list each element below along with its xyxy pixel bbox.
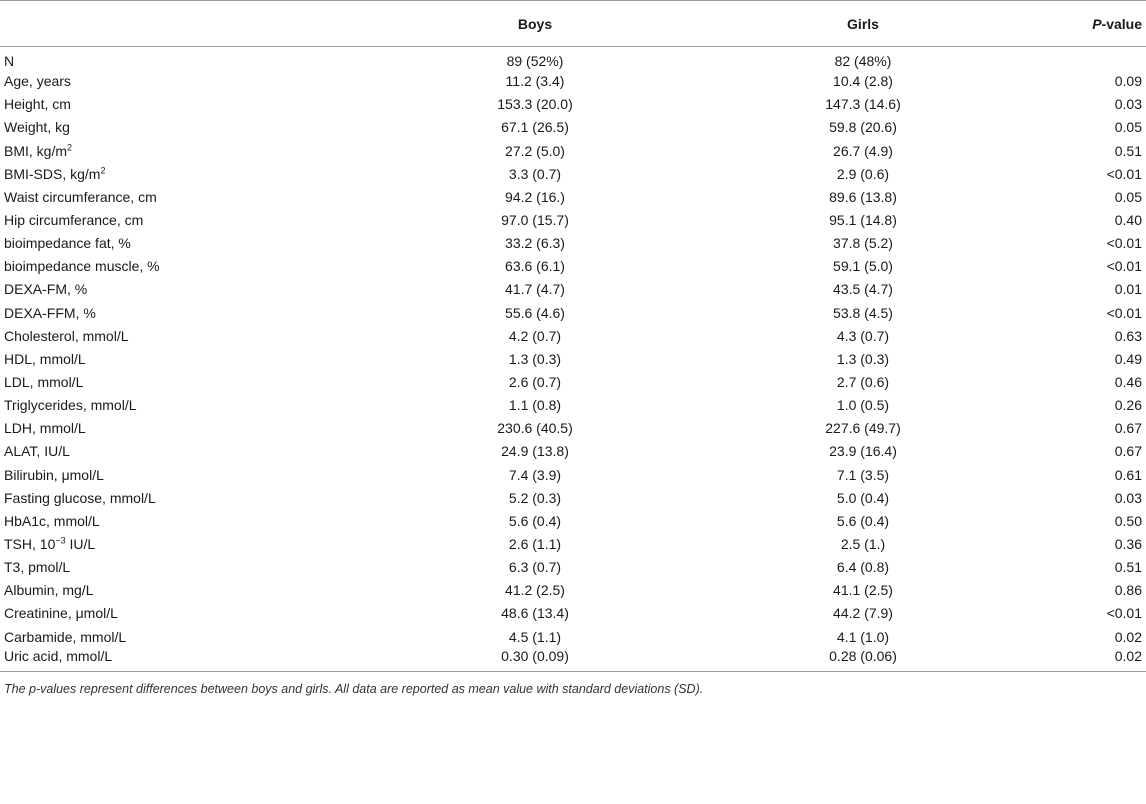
cell-p-value: 0.51 [1114, 559, 1142, 576]
cell-p-value: 0.49 [1114, 350, 1142, 367]
cell-girls: 2.5 (1.) [840, 536, 886, 553]
table-row [0, 70, 1146, 93]
cell-p-value: 0.03 [1114, 96, 1142, 113]
table-row [0, 278, 1146, 301]
cell-p-value: <0.01 [1106, 605, 1142, 622]
row-label-text: N [4, 53, 15, 70]
cell-girls: 0.28 (0.06) [670, 648, 1010, 671]
cell-girls: 10.4 (2.8) [833, 73, 893, 90]
row-label-text: Carbamide, mmol/L [4, 628, 127, 645]
cell-boys: 24.9 (13.8) [501, 443, 569, 460]
table-row [0, 185, 1146, 208]
row-label [0, 116, 330, 139]
row-label-text: HbA1c, mmol/L [4, 512, 100, 529]
cell-girls: 2.9 (0.6) [836, 165, 890, 182]
table-row [0, 602, 1146, 625]
cell-boys: 97.0 (15.7) [501, 212, 569, 229]
row-label [0, 278, 330, 301]
table-row [0, 301, 1146, 324]
cell-p-value: 0.36 [1114, 536, 1142, 553]
row-label-text: BMI, kg/m [4, 142, 68, 159]
cell-girls: 41.1 (2.5) [833, 582, 893, 599]
row-label-text: Fasting glucose, mmol/L [4, 489, 156, 506]
cell-boys: 94.2 (16.) [505, 188, 565, 205]
cell-girls: 2.7 (0.6) [836, 374, 890, 391]
table-row [0, 347, 1146, 370]
cell-p-value: <0.01 [1106, 304, 1142, 321]
cell-boys: 63.6 (6.1) [505, 258, 565, 275]
row-label [0, 255, 330, 278]
cell-p-value: 0.51 [1114, 142, 1142, 159]
header-p-value [1010, 1, 1146, 47]
row-label-text: Hip circumferance, cm [4, 212, 144, 229]
cell-girls: 59.8 (20.6) [829, 119, 897, 136]
cell-boys: 41.2 (2.5) [505, 582, 565, 599]
cell-boys: 0.30 (0.09) [330, 648, 670, 671]
cell-girls: 4.3 (0.7) [836, 327, 890, 344]
table-row [0, 324, 1146, 347]
cell-girls: 53.8 (4.5) [833, 304, 893, 321]
cell-girls: 44.2 (7.9) [833, 605, 893, 622]
cell-girls: 23.9 (16.4) [829, 443, 897, 460]
cell-girls: 95.1 (14.8) [829, 212, 897, 229]
cell-boys: 7.4 (3.9) [508, 466, 562, 483]
table-row [0, 440, 1146, 463]
row-label-text: Cholesterol, mmol/L [4, 327, 129, 344]
cell-boys: 2.6 (0.7) [508, 374, 562, 391]
row-label-text: LDH, mmol/L [4, 420, 86, 437]
cell-boys: 1.3 (0.3) [508, 350, 562, 367]
cell-girls: 5.6 (0.4) [836, 512, 890, 529]
row-label [0, 579, 330, 602]
cell-girls: 6.4 (0.8) [836, 559, 890, 576]
row-label [0, 486, 330, 509]
table-row [0, 162, 1146, 185]
cell-girls: 5.0 (0.4) [836, 489, 890, 506]
table-row [0, 208, 1146, 231]
table-row [0, 116, 1146, 139]
cell-p-value: 0.61 [1114, 466, 1142, 483]
row-label [0, 556, 330, 579]
cell-girls: 89.6 (13.8) [829, 188, 897, 205]
row-label-text: Albumin, mg/L [4, 582, 94, 599]
cell-p-value: 0.50 [1114, 512, 1142, 529]
header-girls: Girls [670, 1, 1010, 47]
row-label-text: LDL, mmol/L [4, 374, 84, 391]
row-label [0, 301, 330, 324]
cell-girls: 147.3 (14.6) [825, 96, 901, 113]
cell-boys: 89 (52%) [506, 53, 564, 70]
row-label-text: bioimpedance fat, % [4, 235, 131, 252]
table-row [0, 47, 1146, 70]
cell-p-value: <0.01 [1106, 165, 1142, 182]
cell-boys: 4.2 (0.7) [508, 327, 562, 344]
row-label-text: DEXA-FM, % [4, 281, 88, 298]
table-row [0, 625, 1146, 648]
row-label [0, 394, 330, 417]
cell-p-value: 0.05 [1114, 188, 1142, 205]
cell-p-value: <0.01 [1106, 258, 1142, 275]
cell-girls: 37.8 (5.2) [833, 235, 893, 252]
cell-girls: 82 (48%) [834, 53, 892, 70]
cell-girls: 4.1 (1.0) [836, 628, 890, 645]
row-label-superscript: 2 [67, 141, 73, 152]
row-label [0, 347, 330, 370]
cell-boys: 27.2 (5.0) [505, 142, 565, 159]
cell-p-value: 0.01 [1114, 281, 1142, 298]
cell-girls: 7.1 (3.5) [836, 466, 890, 483]
row-label [0, 47, 330, 70]
table-row [0, 394, 1146, 417]
table-row [0, 648, 1146, 671]
header-boys: Boys [330, 1, 670, 47]
row-label [0, 370, 330, 393]
row-label-text: DEXA-FFM, % [4, 304, 96, 321]
cell-boys: 230.6 (40.5) [497, 420, 573, 437]
row-label [0, 162, 330, 185]
cell-boys: 4.5 (1.1) [508, 628, 562, 645]
header-row [0, 1, 1146, 47]
row-label-text: bioimpedance muscle, % [4, 258, 160, 275]
row-label [0, 648, 330, 671]
row-label-text: Uric acid, mmol/L [4, 648, 113, 665]
cell-boys: 67.1 (26.5) [501, 119, 569, 136]
table-row [0, 556, 1146, 579]
table-row [0, 463, 1146, 486]
row-label-text: T3, pmol/L [4, 559, 71, 576]
table-row [0, 417, 1146, 440]
row-label-text: Waist circumferance, cm [4, 188, 157, 205]
row-label [0, 208, 330, 231]
row-label [0, 625, 330, 648]
cell-boys: 55.6 (4.6) [505, 304, 565, 321]
cell-boys: 11.2 (3.4) [505, 73, 565, 90]
cell-p-value: 0.02 [1010, 648, 1146, 671]
row-label-text: HDL, mmol/L [4, 350, 86, 367]
row-label-superscript: 2 [100, 165, 106, 176]
table-row [0, 486, 1146, 509]
row-label-text: Triglycerides, mmol/L [4, 397, 137, 414]
cell-boys: 41.7 (4.7) [505, 281, 565, 298]
cell-p-value: 0.40 [1114, 212, 1142, 229]
cell-girls: 26.7 (4.9) [833, 142, 893, 159]
table-row [0, 370, 1146, 393]
cell-p-value: 0.86 [1114, 582, 1142, 599]
row-label-text: TSH, 10 [4, 536, 56, 553]
row-label [0, 93, 330, 116]
cell-p-value: 0.02 [1114, 628, 1142, 645]
row-label-text: Weight, kg [4, 119, 70, 136]
cell-girls: 43.5 (4.7) [833, 281, 893, 298]
row-label-tail: IU/L [65, 536, 96, 553]
cell-p-value: 0.03 [1114, 489, 1142, 506]
cell-girls: 227.6 (49.7) [825, 420, 901, 437]
cell-boys: 6.3 (0.7) [508, 559, 562, 576]
table-footnote: The p-values represent differences between boys and girls. All data are reported as mean value with standard deviations (SD). [4, 681, 704, 696]
cell-boys: 1.1 (0.8) [508, 397, 562, 414]
cell-p-value: 0.46 [1114, 374, 1142, 391]
row-label-text: Bilirubin, μmol/L [4, 466, 104, 483]
cell-p-value: 0.63 [1114, 327, 1142, 344]
cell-girls: 59.1 (5.0) [833, 258, 893, 275]
row-label [0, 139, 330, 162]
cell-p-value: 0.26 [1114, 397, 1142, 414]
row-label [0, 232, 330, 255]
row-label [0, 509, 330, 532]
cell-p-value: 0.67 [1114, 420, 1142, 437]
cell-boys: 5.2 (0.3) [508, 489, 562, 506]
row-label [0, 602, 330, 625]
table-row [0, 93, 1146, 116]
cell-boys: 5.6 (0.4) [508, 512, 562, 529]
row-label [0, 324, 330, 347]
row-label-text: Age, years [4, 73, 71, 90]
table-row [0, 509, 1146, 532]
cell-boys: 2.6 (1.1) [508, 536, 562, 553]
row-label-text: BMI-SDS, kg/m [4, 165, 101, 182]
cell-boys: 3.3 (0.7) [508, 165, 562, 182]
cell-p-value: 0.67 [1114, 443, 1142, 460]
row-label-text: Height, cm [4, 96, 71, 113]
row-label [0, 70, 330, 93]
cell-p-value: 0.09 [1114, 73, 1142, 90]
row-label-superscript: −3 [55, 535, 66, 546]
header-label [0, 1, 330, 47]
cell-p-value: <0.01 [1106, 235, 1142, 252]
table-row [0, 232, 1146, 255]
cell-p-value: 0.05 [1114, 119, 1142, 136]
cell-boys: 153.3 (20.0) [497, 96, 573, 113]
row-label-text: ALAT, IU/L [4, 443, 70, 460]
row-label-text: Creatinine, μmol/L [4, 605, 118, 622]
header-p-letter: P [1092, 15, 1102, 32]
row-label [0, 185, 330, 208]
table-row [0, 139, 1146, 162]
row-label [0, 440, 330, 463]
row-label [0, 532, 330, 555]
header-p-suffix: -value [1101, 15, 1142, 32]
cell-girls: 1.0 (0.5) [836, 397, 890, 414]
cell-boys: 48.6 (13.4) [501, 605, 569, 622]
cell-boys: 33.2 (6.3) [505, 235, 565, 252]
row-label [0, 417, 330, 440]
cell-girls: 1.3 (0.3) [836, 350, 890, 367]
row-label [0, 463, 330, 486]
table-row [0, 532, 1146, 555]
table-row [0, 255, 1146, 278]
table-row [0, 579, 1146, 602]
cell-p-value [1010, 47, 1146, 70]
